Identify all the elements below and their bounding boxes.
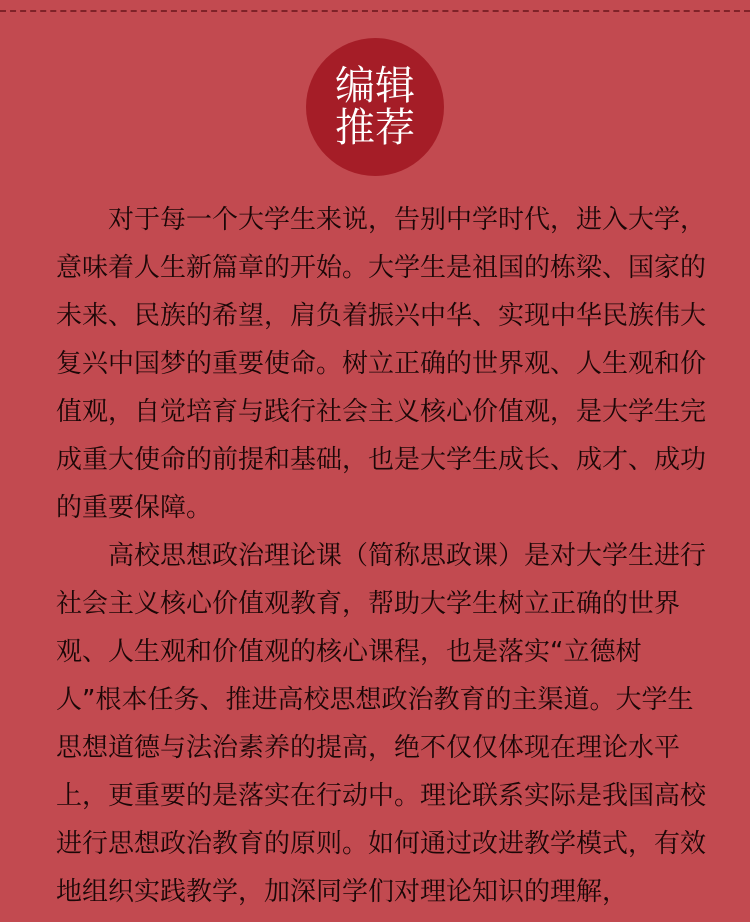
recommendation-text (56, 196, 706, 916)
paragraph-2: 高校思想政治理论课（简称思政课）是对大学生进行社会主义核心价值观教育，帮助大学生树立正确的世界观、人生观和价值观的核心课程，也是落实“立德树人”根本任务、推进高校思想政治教育的主渠道。大学生思想道德与法治素养的提高，绝不仅仅体现在理论水平上，更重要的是落实在行动中。理论联系实际是我国高校进行思想政治教育的原则。如何通过改进教学模式，有效地组织实践教学，加深同学们对理论知识的理解， (56, 541, 707, 907)
badge-line-2: 推荐 (335, 105, 415, 151)
badge-line-1: 编辑 (335, 63, 415, 109)
paragraph-1: 对于每一个大学生来说，告别中学时代，进入大学，意味着人生新篇章的开始。大学生是祖国的栋梁、国家的未来、民族的希望，肩负着振兴中华、实现中华民族伟大复兴中国梦的重要使命。树立正确的世界观、人生观和价值观，自觉培育与践行社会主义核心价值观，是大学生完成重大使命的前提和基础，也是大学生成长、成才、成功的重要保障。 (56, 205, 707, 523)
editor-recommendation-badge (306, 38, 444, 176)
top-dashed-divider (0, 10, 750, 12)
